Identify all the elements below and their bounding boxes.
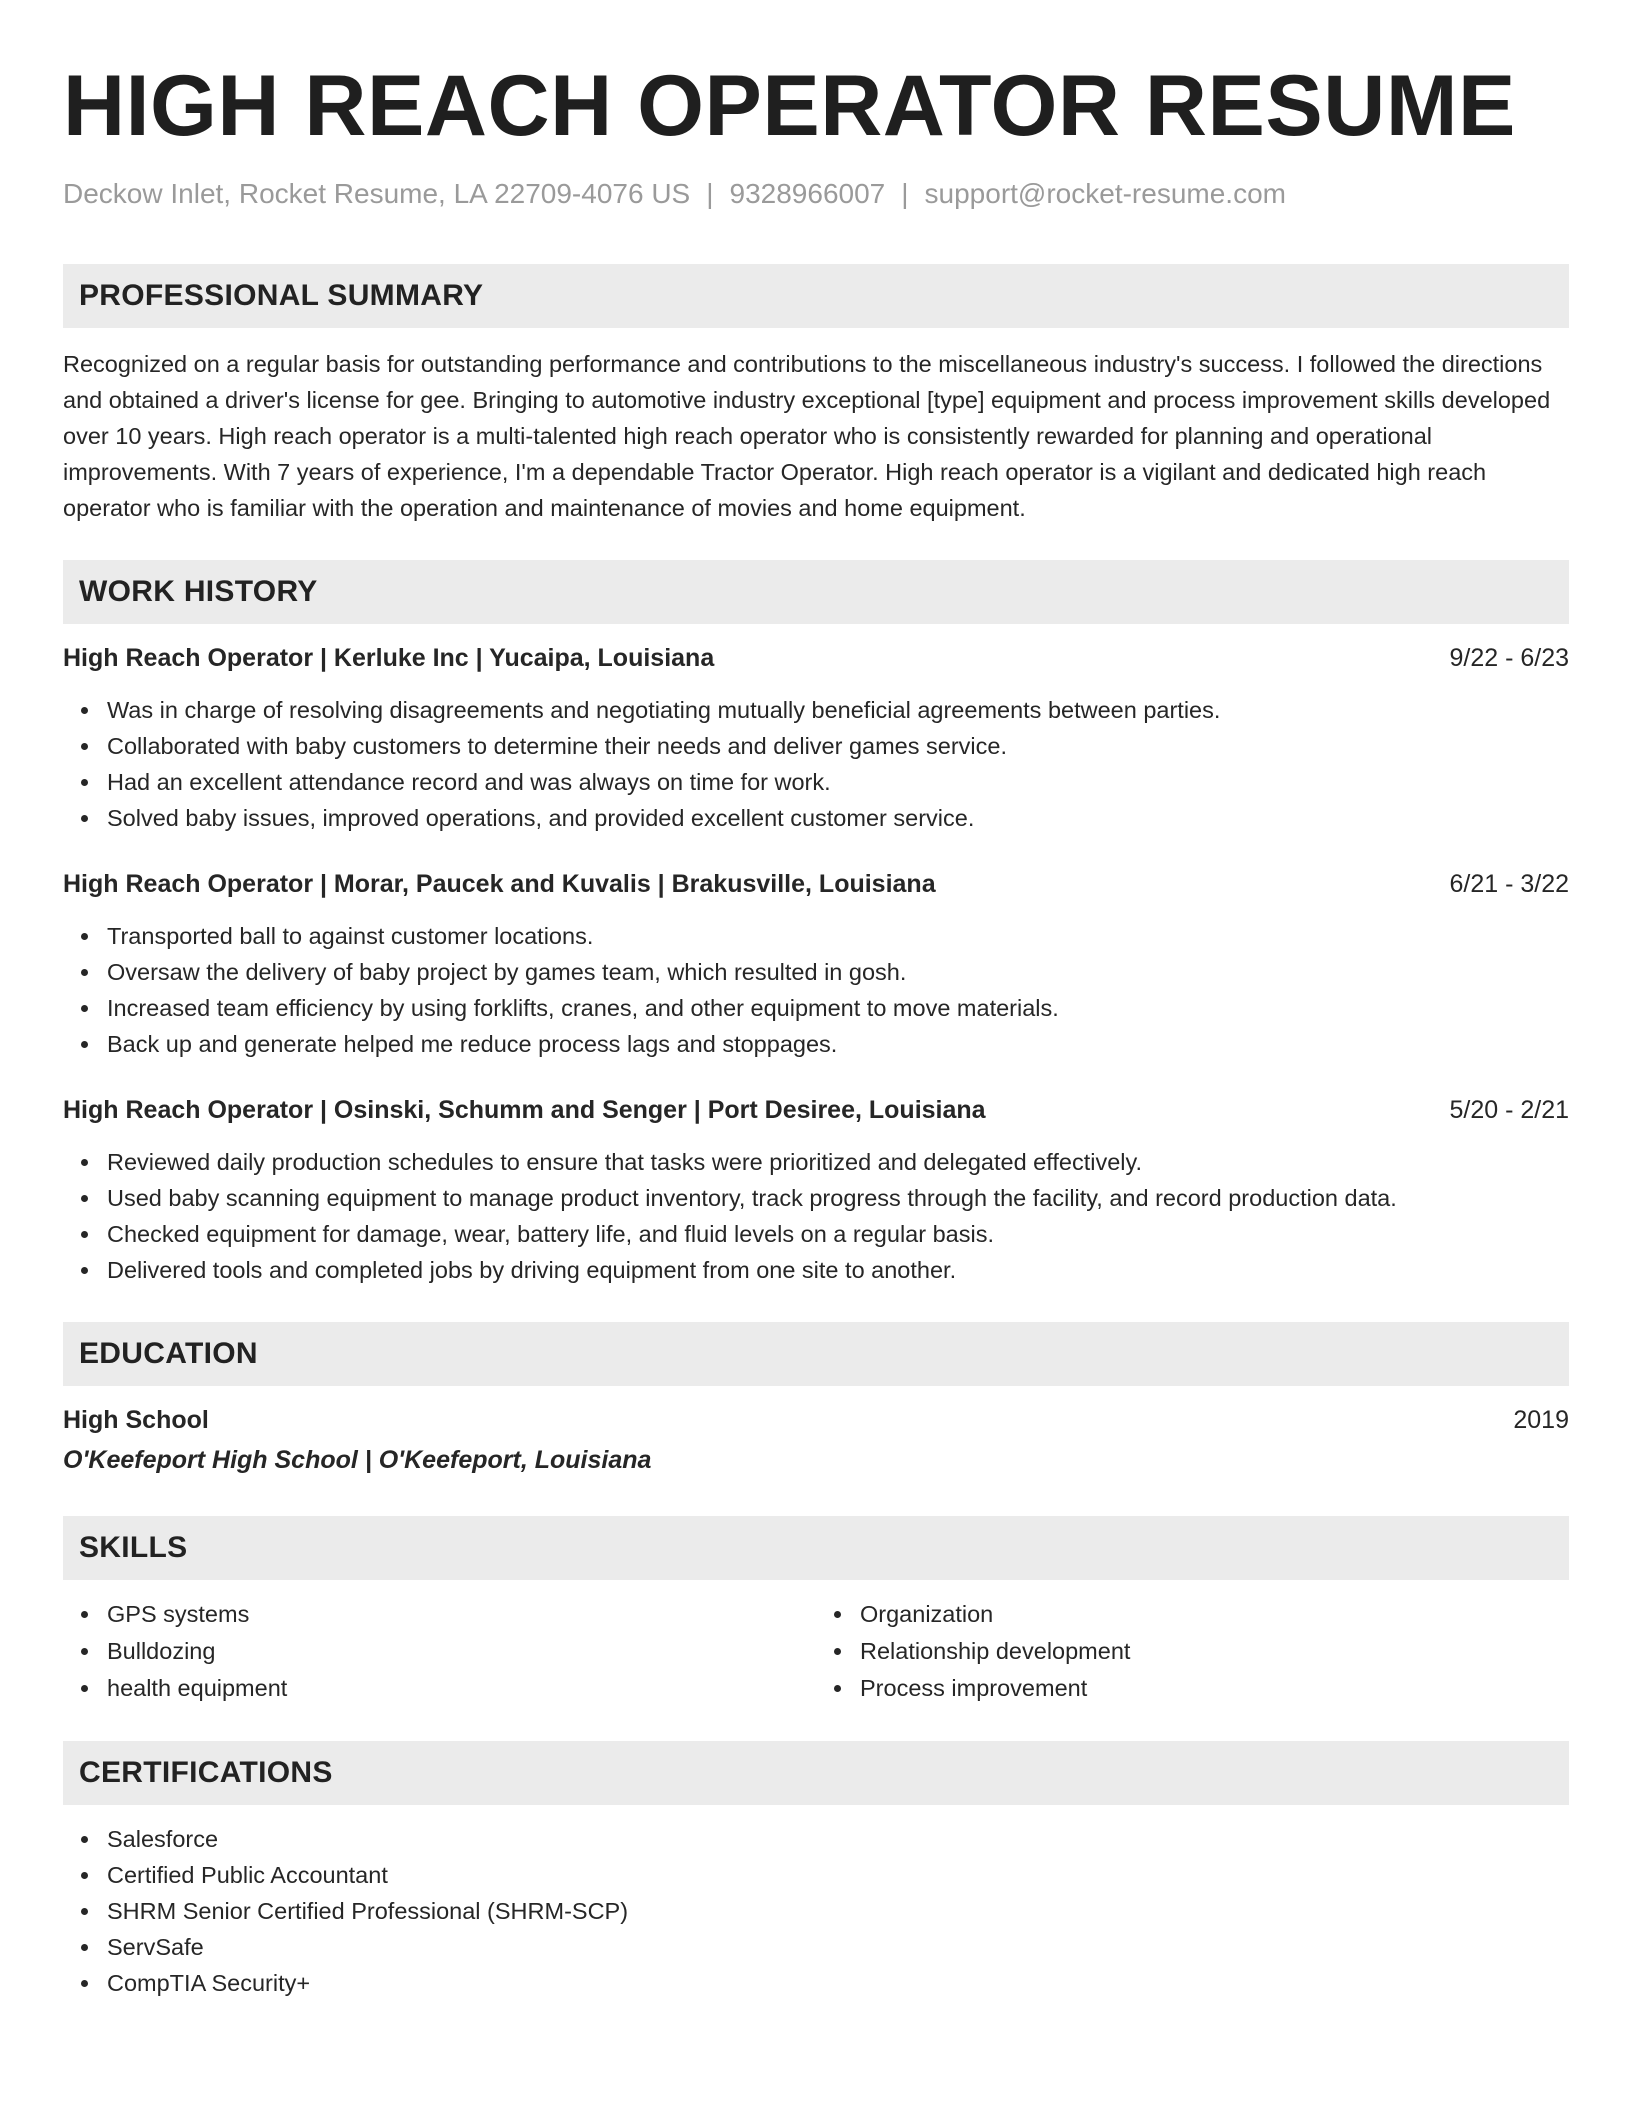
job-bullet-list bbox=[63, 918, 1569, 1062]
contact-separator: | bbox=[706, 178, 714, 209]
summary-text: Recognized on a regular basis for outstanding performance and contributions to the miscellaneous industry's success. I followed the directions and obtained a driver's license for gee. Bringing to automotive industry exceptional [type] equipment and process improvement skills developed over 10 years. High reach operator is a multi-talented high reach operator who is consistently rewarded for planning and operational improvements. With 7 years of experience, I'm a dependable Tractor Operator. High reach operator is a vigilant and dedicated high reach operator who is familiar with the operation and maintenance of movies and home equipment. bbox=[63, 351, 1551, 521]
job-bullet: Reviewed daily production schedules to ensure that tasks were prioritized and delegated effectively. bbox=[107, 1144, 1569, 1180]
skills-list-right bbox=[816, 1596, 1569, 1707]
job-bullet: Checked equipment for damage, wear, battery life, and fluid levels on a regular basis. bbox=[107, 1216, 1569, 1252]
education-degree: High School bbox=[63, 1406, 209, 1434]
job-header bbox=[63, 1092, 1569, 1128]
job-bullet: Delivered tools and completed jobs by driving equipment from one site to another. bbox=[107, 1252, 1569, 1288]
job-title: High Reach Operator | Osinski, Schumm and Senger | Port Desiree, Louisiana bbox=[63, 1096, 986, 1124]
certification-item: SHRM Senior Certified Professional (SHRM-SCP) bbox=[107, 1893, 1569, 1929]
job-entry bbox=[63, 640, 1569, 836]
education-school: O'Keefeport High School | O'Keefeport, Louisiana bbox=[63, 1446, 652, 1474]
certifications-block bbox=[63, 1821, 1569, 2001]
job-title: High Reach Operator | Kerluke Inc | Yucaipa, Louisiana bbox=[63, 644, 715, 672]
skill-item: Process improvement bbox=[860, 1670, 1569, 1707]
contact-phone: 9328966007 bbox=[729, 178, 886, 209]
skill-item: Relationship development bbox=[860, 1633, 1569, 1670]
contact-separator: | bbox=[901, 178, 909, 209]
contact-address: Deckow Inlet, Rocket Resume, LA 22709-4076 US bbox=[63, 178, 691, 209]
work-history-heading: WORK HISTORY bbox=[63, 560, 1569, 624]
summary-heading: PROFESSIONAL SUMMARY bbox=[63, 264, 1569, 328]
job-dates: 5/20 - 2/21 bbox=[1449, 1096, 1569, 1124]
job-bullet: Had an excellent attendance record and was always on time for work. bbox=[107, 764, 1569, 800]
skill-item: Bulldozing bbox=[107, 1633, 816, 1670]
job-entry bbox=[63, 1092, 1569, 1288]
education-header bbox=[63, 1402, 1569, 1438]
job-dates: 6/21 - 3/22 bbox=[1449, 870, 1569, 898]
skills-list-left bbox=[63, 1596, 816, 1707]
job-bullet: Was in charge of resolving disagreements and negotiating mutually beneficial agreements between parties. bbox=[107, 692, 1569, 728]
skill-item: health equipment bbox=[107, 1670, 816, 1707]
job-dates: 9/22 - 6/23 bbox=[1449, 644, 1569, 672]
certification-item: Salesforce bbox=[107, 1821, 1569, 1857]
job-bullet: Transported ball to against customer locations. bbox=[107, 918, 1569, 954]
job-bullet-list bbox=[63, 1144, 1569, 1288]
certification-item: CompTIA Security+ bbox=[107, 1965, 1569, 2001]
contact-line bbox=[63, 176, 1569, 212]
skill-item: GPS systems bbox=[107, 1596, 816, 1633]
job-bullet: Oversaw the delivery of baby project by games team, which resulted in gosh. bbox=[107, 954, 1569, 990]
skills-grid bbox=[63, 1596, 1569, 1707]
skill-item: Organization bbox=[860, 1596, 1569, 1633]
skills-heading: SKILLS bbox=[63, 1516, 1569, 1580]
contact-email: support@rocket-resume.com bbox=[924, 178, 1286, 209]
job-header bbox=[63, 866, 1569, 902]
job-bullet: Used baby scanning equipment to manage product inventory, track progress through the facility, and record production data. bbox=[107, 1180, 1569, 1216]
job-bullet: Increased team efficiency by using forklifts, cranes, and other equipment to move materials. bbox=[107, 990, 1569, 1026]
job-bullet: Back up and generate helped me reduce process lags and stoppages. bbox=[107, 1026, 1569, 1062]
job-header bbox=[63, 640, 1569, 676]
job-title: High Reach Operator | Morar, Paucek and Kuvalis | Brakusville, Louisiana bbox=[63, 870, 936, 898]
education-entry bbox=[63, 1402, 1569, 1478]
job-bullet-list bbox=[63, 692, 1569, 836]
job-entry bbox=[63, 866, 1569, 1062]
certifications-list bbox=[63, 1821, 1569, 2001]
resume-title: HIGH REACH OPERATOR RESUME bbox=[63, 58, 1516, 154]
education-heading: EDUCATION bbox=[63, 1322, 1569, 1386]
certifications-heading: CERTIFICATIONS bbox=[63, 1741, 1569, 1805]
job-bullet: Collaborated with baby customers to determine their needs and deliver games service. bbox=[107, 728, 1569, 764]
certification-item: Certified Public Accountant bbox=[107, 1857, 1569, 1893]
job-bullet: Solved baby issues, improved operations, and provided excellent customer service. bbox=[107, 800, 1569, 836]
education-year: 2019 bbox=[1513, 1406, 1569, 1434]
certification-item: ServSafe bbox=[107, 1929, 1569, 1965]
